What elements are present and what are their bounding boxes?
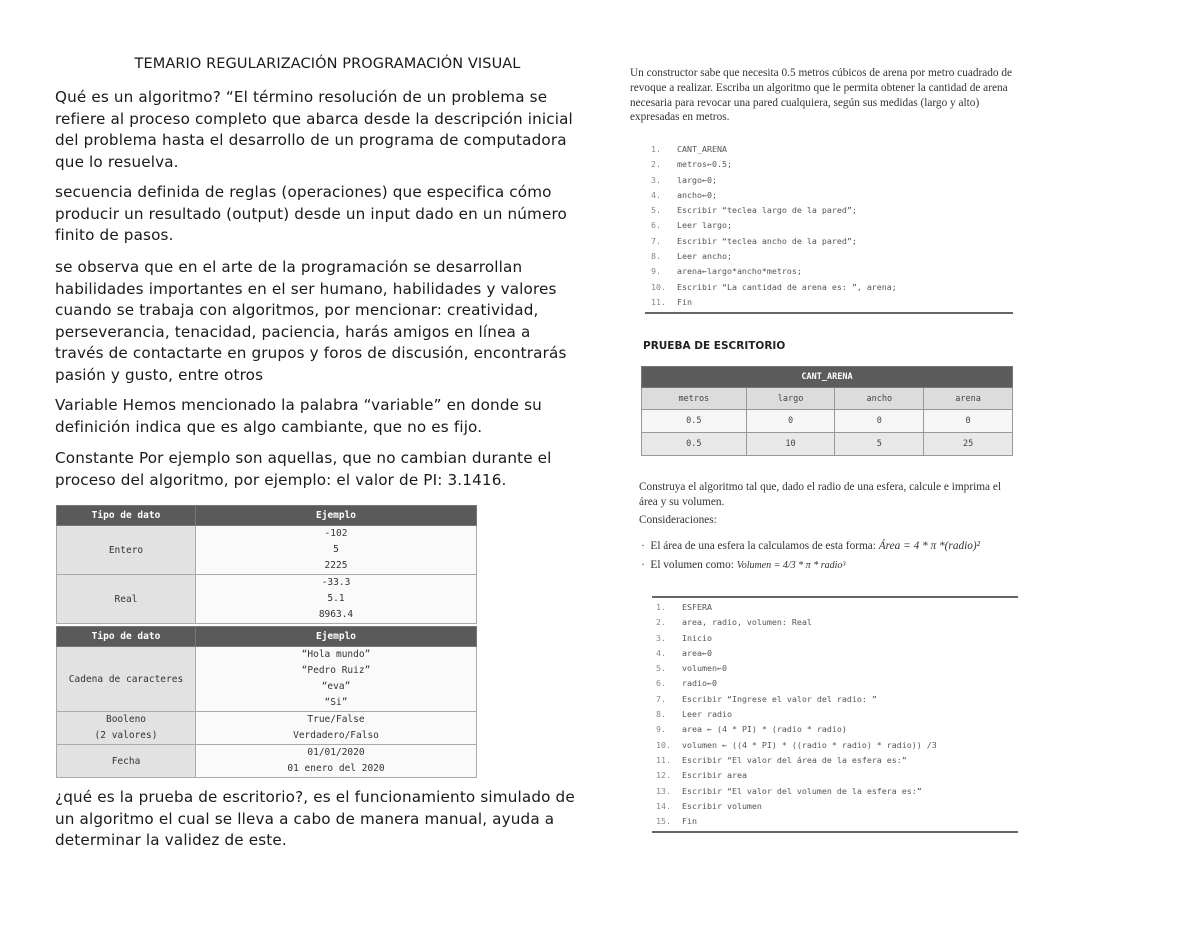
example-value: “eva” (321, 681, 351, 692)
example-value: 2225 (324, 560, 348, 571)
code-text: Escribir “El valor del volumen de la esfera es:” (682, 785, 922, 796)
bullet-text: El área de una esfera la calculamos de esta forma: (650, 540, 876, 552)
table-row (57, 745, 477, 778)
cell: 0 (924, 410, 1013, 433)
paragraph: Qué es un algoritmo? “El término resolución de un problema se refiere al proceso completo que abarca desde la descripción inicial del problema hasta el desarrollo de un programa de computadora que lo resuelva. (55, 88, 573, 171)
example-value: 5 (333, 544, 339, 555)
code-block-esfera (652, 596, 1018, 833)
cell: 0.5 (642, 410, 747, 433)
line-number: 13. (656, 785, 671, 796)
code-line (645, 203, 1013, 218)
page-title: TEMARIO REGULARIZACIÓN PROGRAMACIÓN VISUAL (134, 56, 521, 72)
code-text: area ← (4 * PI) * (radio * radio) (682, 724, 847, 735)
code-text: radio←0 (682, 678, 717, 689)
bullet-volume (641, 558, 1021, 574)
line-number: 7. (651, 235, 661, 246)
example-value: Verdadero/Falso (293, 730, 379, 741)
code-text: Leer largo; (677, 220, 732, 231)
line-number: 6. (656, 678, 666, 689)
table-row (57, 526, 477, 575)
column-header: largo (746, 388, 835, 410)
code-line (645, 173, 1013, 188)
code-line (652, 784, 1018, 799)
code-line (652, 722, 1018, 737)
code-text: Leer ancho; (677, 251, 732, 262)
code-line (652, 600, 1018, 615)
paragraph: se observa que en el arte de la programación se desarrollan habilidades importantes en el ser humano, habilidades y valores cuando se trabaja con algoritmos, por mencionar: creatividad, perseverancia, tenacidad, paciencia, harás amigos en línea a través de contactarte en grupos y foros de discusión, encontrarás pasión y gusto, entre otros (55, 258, 567, 384)
code-line (652, 676, 1018, 691)
line-number: 8. (651, 251, 661, 262)
line-number: 10. (656, 739, 671, 750)
area-formula: Área = 4 * π *(radio)² (878, 540, 981, 552)
example-value: “Hola mundo” (301, 649, 371, 660)
example-cell (196, 526, 477, 575)
code-text: largo←0; (677, 174, 717, 185)
paragraph: Variable Hemos mencionado la palabra “variable” en donde su definición indica que es algo cambiante, que no es fijo. (55, 396, 542, 436)
example-value: 01 enero del 2020 (287, 763, 385, 774)
algorithm-definition (55, 87, 575, 173)
example-value: -102 (324, 528, 348, 539)
numeric-types-table (56, 505, 477, 624)
other-types-table (56, 626, 477, 778)
line-number: 2. (656, 617, 666, 628)
bullet-icon: · (641, 559, 651, 571)
table-header: Tipo de dato (57, 627, 196, 647)
line-number: 8. (656, 709, 666, 720)
code-text: Escribir “teclea largo de la pared”; (677, 205, 857, 216)
code-block-arena (645, 142, 1013, 314)
column-header: metros (642, 388, 747, 410)
line-number: 12. (656, 770, 671, 781)
code-text: Escribir volumen (682, 800, 762, 811)
line-number: 14. (656, 800, 671, 811)
example-value: -33.3 (321, 577, 351, 588)
code-text: Escribir “teclea ancho de la pared”; (677, 235, 857, 246)
constant-definition (55, 448, 575, 491)
table-title: CANT_ARENA (642, 367, 1013, 388)
cell: 0 (835, 410, 924, 433)
algorithm-sequence (55, 182, 575, 247)
code-line (645, 280, 1013, 295)
example-cell (196, 712, 477, 745)
example-value: “Si” (324, 697, 348, 708)
code-text: Escribir “Ingrese el valor del radio: ” (682, 693, 877, 704)
considerations-label: Consideraciones: (639, 514, 717, 526)
line-number: 6. (651, 220, 661, 231)
code-line (652, 753, 1018, 768)
code-text: Escribir “El valor del área de la esfera es:” (682, 754, 907, 765)
line-number: 10. (651, 281, 666, 292)
example-value: “Pedro Ruiz” (301, 665, 371, 676)
code-line (652, 799, 1018, 814)
line-number: 9. (651, 266, 661, 277)
type-cell: Entero (57, 526, 196, 575)
bullet-area (641, 539, 1021, 554)
code-line (652, 631, 1018, 646)
volume-formula: Volumen = 4/3 * π * radio³ (736, 560, 846, 571)
column-header: ancho (835, 388, 924, 410)
line-number: 3. (656, 632, 666, 643)
example-cell (196, 575, 477, 624)
type-cell: Cadena de caracteres (57, 647, 196, 712)
code-line (645, 295, 1013, 310)
example-value: 5.1 (327, 593, 345, 604)
table-row (57, 647, 477, 712)
table-header: Ejemplo (196, 506, 477, 526)
code-lines (652, 600, 1018, 829)
code-line (645, 249, 1013, 264)
example-cell (196, 647, 477, 712)
table-row (57, 575, 477, 624)
paragraph: secuencia definida de reglas (operaciones) que especifica cómo producir un resultado (output) desde un input dado en un número finito de pasos. (55, 183, 567, 244)
table-row (57, 712, 477, 745)
code-text: Inicio (682, 632, 712, 643)
code-line (652, 661, 1018, 676)
cell: 0 (746, 410, 835, 433)
line-number: 9. (656, 724, 666, 735)
problem-statement-arena: Un constructor sabe que necesita 0.5 metros cúbicos de arena por metro cuadrado de revoque a realizar. Escriba un algoritmo que le permita obtener la cantidad de arena necesaria para revocar una pared cualquiera, según sus medidas (largo y alto) expresadas en metros. (630, 67, 1013, 124)
table-header: Tipo de dato (57, 506, 196, 526)
paragraph: Constante Por ejemplo son aquellas, que no cambian durante el proceso del algoritmo, por ejemplo: el valor de PI: 3.1416. (55, 449, 552, 489)
code-line (652, 707, 1018, 722)
desk-test-definition (55, 787, 575, 852)
line-number: 4. (651, 189, 661, 200)
column-header: arena (924, 388, 1013, 410)
line-number: 11. (656, 754, 671, 765)
code-text: CANT_ARENA (677, 144, 727, 154)
code-line (645, 264, 1013, 279)
paragraph: ¿qué es la prueba de escritorio?, es el funcionamiento simulado de un algoritmo el cual se lleva a cabo de manera manual, ayuda a determinar la validez de este. (55, 788, 575, 849)
code-text: Escribir area (682, 770, 747, 781)
line-number: 7. (656, 693, 666, 704)
line-number: 5. (651, 205, 661, 216)
code-line (645, 218, 1013, 233)
line-number: 2. (651, 159, 661, 170)
cell: 25 (924, 433, 1013, 456)
programming-skills (55, 257, 575, 386)
table-header: Ejemplo (196, 627, 477, 647)
line-number: 15. (656, 816, 671, 827)
code-text: Escribir “La cantidad de arena es: ”, arena; (677, 281, 897, 292)
bullet-text: El volumen como: (650, 559, 734, 571)
line-number: 5. (656, 663, 666, 674)
cell: 5 (835, 433, 924, 456)
example-value: True/False (307, 714, 365, 725)
line-number: 1. (656, 602, 666, 612)
code-line (652, 768, 1018, 783)
code-text: volumen ← ((4 * PI) * ((radio * radio) * radio)) /3 (682, 739, 937, 750)
code-line (645, 142, 1013, 157)
code-line (645, 234, 1013, 249)
code-text: area, radio, volumen: Real (682, 617, 812, 628)
code-text: Leer radio (682, 709, 732, 720)
line-number: 11. (651, 296, 666, 307)
code-text: Fin (682, 816, 697, 827)
code-line (652, 646, 1018, 661)
code-line (652, 814, 1018, 829)
line-number: 1. (651, 144, 661, 154)
code-line (645, 157, 1013, 172)
code-text: metros←0.5; (677, 159, 732, 170)
code-text: volumen←0 (682, 663, 727, 674)
cell: 10 (746, 433, 835, 456)
code-line (652, 615, 1018, 630)
cell: 0.5 (642, 433, 747, 456)
code-text: ancho←0; (677, 189, 717, 200)
problem-statement-esfera: Construya el algoritmo tal que, dado el radio de una esfera, calcule e imprima el área y su volumen. (639, 481, 1001, 508)
desk-test-table (641, 366, 1013, 456)
desk-test-title: PRUEBA DE ESCRITORIO (643, 340, 786, 352)
variable-definition (55, 395, 575, 438)
type-cell: Booleno (2 valores) (57, 712, 196, 745)
code-text: arena←largo*ancho*metros; (677, 266, 802, 277)
example-value: 01/01/2020 (307, 747, 365, 758)
type-cell: Real (57, 575, 196, 624)
line-number: 4. (656, 647, 666, 658)
code-line (652, 692, 1018, 707)
code-text: area←0 (682, 647, 712, 658)
example-value: 8963.4 (318, 609, 354, 620)
line-number: 3. (651, 174, 661, 185)
type-cell: Fecha (57, 745, 196, 778)
code-lines (645, 142, 1013, 310)
bullet-icon: · (641, 540, 651, 552)
code-line (645, 188, 1013, 203)
example-cell (196, 745, 477, 778)
code-text: ESFERA (682, 602, 712, 612)
code-line (652, 738, 1018, 753)
code-text: Fin (677, 296, 692, 307)
table-row (642, 410, 1013, 433)
table-row (642, 433, 1013, 456)
